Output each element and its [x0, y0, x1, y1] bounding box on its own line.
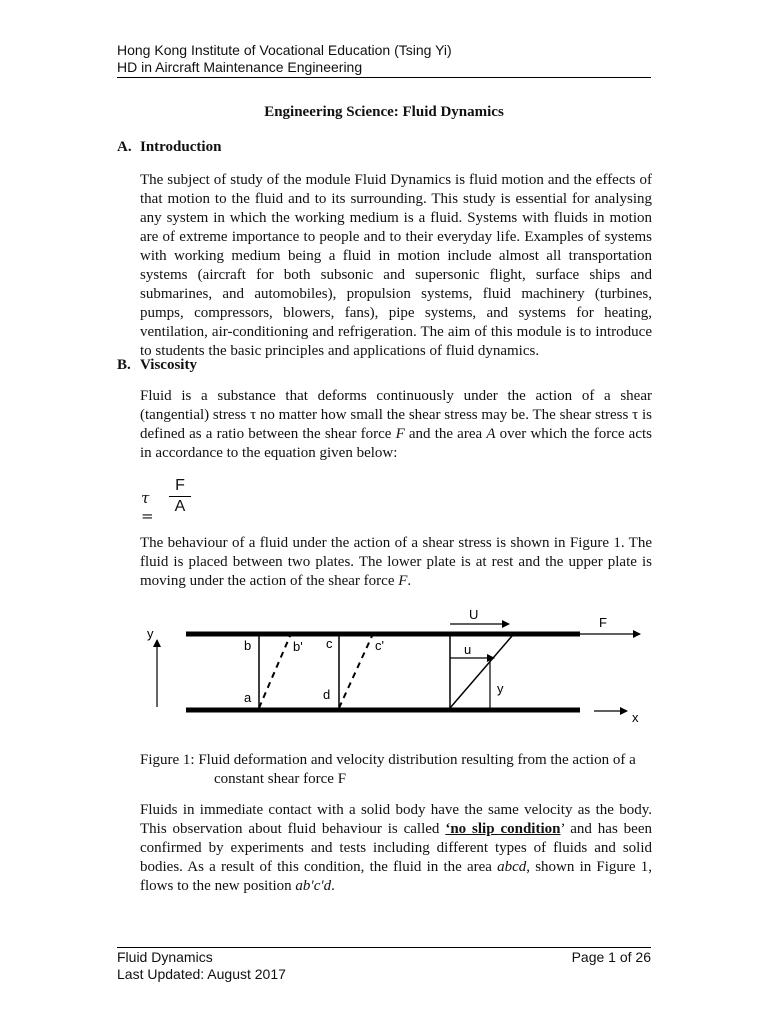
- velocity-profile-line: [450, 636, 512, 708]
- label-y: y: [497, 681, 504, 696]
- text-run: .: [331, 878, 335, 894]
- label-u: u: [464, 642, 472, 657]
- text-run: and the area: [404, 426, 487, 442]
- no-slip-paragraph: [140, 801, 652, 896]
- label-F: F: [599, 615, 607, 630]
- equation-denominator: A: [174, 498, 186, 515]
- document-title: Engineering Science: Fluid Dynamics: [264, 104, 504, 120]
- label-a: a: [244, 690, 252, 705]
- section-a-title: Introduction: [140, 139, 222, 155]
- label-b-prime: b': [293, 639, 303, 654]
- text-run: , shown in Figure 1, flows to the new position: [140, 859, 653, 894]
- label-d: d: [323, 687, 331, 702]
- section-b-number: B.: [117, 357, 131, 373]
- text-run: Fluid is a substance that deforms continuously under the action of a shear (tangential) stress: [140, 388, 652, 423]
- equation-numerator: F: [175, 477, 185, 494]
- area-abcd: abcd: [497, 859, 527, 875]
- intro-paragraph: The subject of study of the module Fluid Dynamics is fluid motion and the effects of that motion to the fluid and to its surrounding. This study is essential for analysing any system in which the working medium is a fluid. Systems with fluids in motion are of extreme importance to people and to their everyday life. Examples of systems with working medium being a fluid in motion include almost all transportation systems (aircraft for both subsonic and supersonic flight, surface ships and submarines, and automobiles), propulsion systems, fluid machinery (turbines, pumps, compressors, blowers, fans), pipe systems, and systems for heating, ventilation, air-conditioning and refrigeration. The aim of this module is to introduce to students the basic principles and applications of fluid dynamics.: [140, 172, 652, 359]
- force-symbol: F: [398, 573, 408, 589]
- text-run: The behaviour of a fluid under the action of a shear stress is shown in Figure 1. The fluid is placed between two plates. The lower plate is at rest and the upper plate is moving under the action of the shear force: [140, 535, 652, 589]
- page-footer: [117, 947, 651, 983]
- label-c-prime: c': [375, 638, 384, 653]
- page-number: Page 1 of 26: [571, 949, 651, 965]
- label-x: x: [632, 710, 639, 725]
- label-c: c: [326, 636, 333, 651]
- line-dc-prime: [339, 636, 372, 708]
- tau-symbol: τ: [250, 407, 257, 423]
- caption-line-2: constant shear force F: [214, 771, 347, 787]
- force-symbol: F: [395, 426, 405, 442]
- area-abcd-new: ab′c′d: [295, 878, 332, 894]
- text-run: Fluids in immediate contact with a solid body have the same velocity as the body. This observation about fluid behaviour is called: [140, 802, 652, 837]
- label-b: b: [244, 638, 252, 653]
- equation-lhs: τ =: [141, 489, 154, 525]
- footer-updated: Last Updated: August 2017: [117, 966, 286, 982]
- line-ab-prime: [259, 636, 290, 708]
- label-U: U: [469, 607, 479, 622]
- caption-line-1: Figure 1: Fluid deformation and velocity distribution resulting from the action of a: [140, 752, 636, 768]
- text-run: over which the force acts in accordance to the equation given below:: [140, 426, 652, 461]
- area-symbol: A: [486, 426, 496, 442]
- text-run: no matter how small the shear stress may be. The shear stress: [256, 407, 633, 423]
- header-institute: Hong Kong Institute of Vocational Education (Tsing Yi): [117, 42, 452, 58]
- section-a-number: A.: [117, 139, 132, 155]
- figure-caption: [140, 751, 655, 789]
- text-run: is defined as a ratio between the shear force: [140, 407, 652, 442]
- header-programme: HD in Aircraft Maintenance Engineering: [117, 59, 363, 75]
- section-b-title: Viscosity: [140, 357, 197, 373]
- footer-module: Fluid Dynamics: [117, 949, 213, 965]
- text-run: ’ and has been confirmed by experiments and tests including different types of fluids and solid bodies. As a result of this condition, the fluid in the area: [140, 821, 652, 875]
- text-run: .: [407, 573, 412, 589]
- tau-symbol: τ: [632, 407, 639, 423]
- label-y-axis: y: [147, 626, 154, 641]
- no-slip-term: ‘no slip condition: [445, 821, 561, 837]
